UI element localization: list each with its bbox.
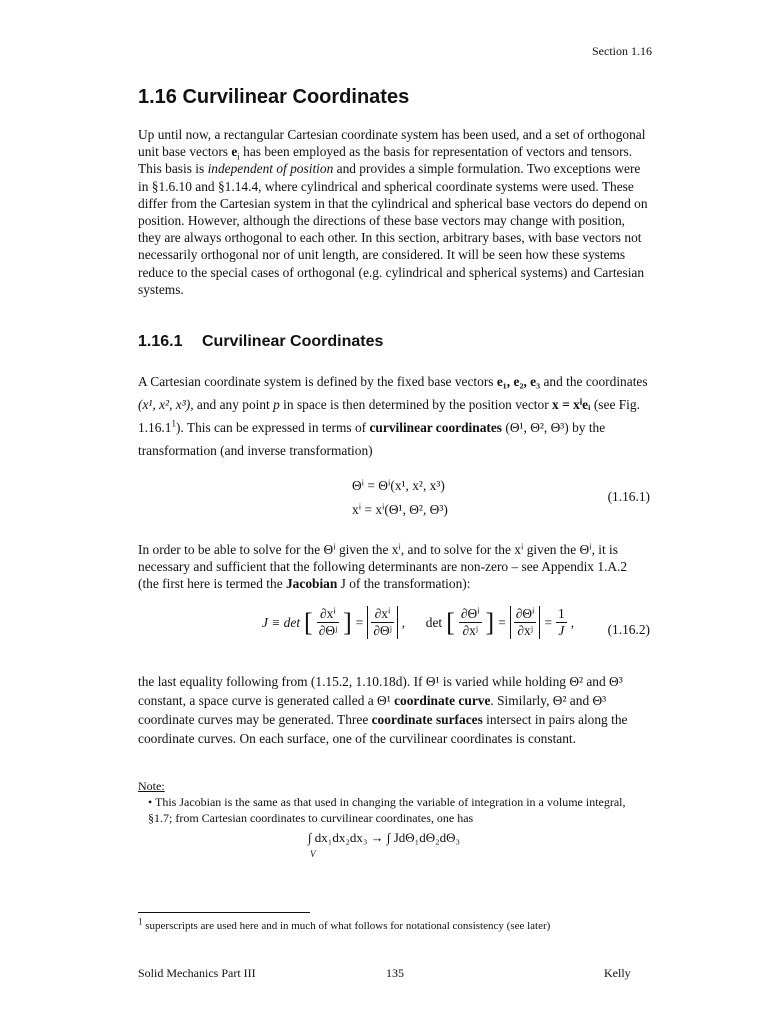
p2-text-4: in space is then determined by the position vector [279, 397, 553, 412]
eq2-frac-3 [459, 606, 482, 639]
eq2-d2: ∂Θʲ [373, 623, 392, 638]
p4-bold-curve: coordinate curve [394, 693, 491, 708]
page-number: 135 [386, 966, 404, 980]
eq2-equals-1: = [355, 614, 364, 630]
eq2-n1: ∂xⁱ [317, 606, 339, 623]
p3-text-1: In order to be able to solve for the Θⁱ given the xⁱ, and to solve for the xⁱ given the Θⁱ, it is necessary and sufficient that the following determinants are non-zero – see Appendix 1.A.2 (the first here is termed the [138, 542, 628, 592]
p3-text-2: J of the transformation): [337, 576, 471, 592]
p4-text-1: the last equality following from (1.15.2, 1.10.18d). If Θ¹ is varied while holding Θ² and Θ³ constant, a space curve is generated called a Θ¹ [138, 674, 623, 708]
para-cartesian [138, 370, 650, 462]
eq2-equals-2: = [498, 614, 506, 630]
footer-author: Kelly [604, 966, 631, 980]
eq2-n3: ∂Θⁱ [460, 606, 480, 621]
p2-text-5: (see Fig. 1.16.1 [138, 397, 640, 435]
footer-left: Solid Mechanics Part III [138, 966, 256, 980]
footnote [138, 916, 551, 932]
equation-2-number: (1.16.2) [607, 622, 650, 637]
p4-text-3: intersect in pairs along the coordinate curves. On each surface, one of the curvilinear coordinates is constant. [138, 712, 628, 746]
eq2-bracket-open-2: [ [446, 607, 455, 637]
p4-text-2: . Similarly, Θ² and Θ³ coordinate curves may be generated. Three [138, 693, 607, 727]
equation-1-number: (1.16.1) [607, 489, 650, 504]
eq2-n4: ∂Θⁱ [515, 606, 535, 621]
intro-paragraph [138, 126, 650, 298]
p2-text-6: ). This can be expressed in terms of [175, 420, 370, 435]
eq2-abs-1 [367, 606, 397, 639]
section-header: Section 1.16 [592, 44, 652, 58]
note-integral-domain: V [310, 849, 316, 859]
eq2-frac-1 [317, 606, 339, 639]
intro-text-1: Up until now, a rectangular Cartesian coordinate system has been used, and a set of orthogonal unit base vectors [138, 127, 646, 160]
p4-bold-surfaces: coordinate surfaces [371, 712, 483, 727]
p2-text-2: and the coordinates [540, 374, 648, 389]
equation-1-line-2: xⁱ = xⁱ(Θ¹, Θ², Θ³) [352, 502, 448, 517]
eq2-bracket-close-2: ] [485, 607, 495, 637]
ei-vector: e [231, 144, 238, 160]
footnote-text: superscripts are used here and in much of what follows for notational consistency (see later) [142, 920, 551, 932]
para-coordinate-curves [138, 672, 650, 748]
p2-footnote-mark: 1 [171, 418, 176, 429]
p2-point: p [273, 397, 280, 412]
eq2-d5: J [558, 623, 565, 638]
subsection-heading [138, 333, 383, 351]
subsection-title: Curvilinear Coordinates [202, 333, 384, 350]
eq2-equals-3: = [544, 614, 552, 630]
p3-bold-jacobian: Jacobian [285, 576, 338, 592]
eq2-bracket-close-1: ] [343, 607, 352, 637]
note-item: • This Jacobian is the same as that used in changing the variable of integration in a volume integral, §1.7; from Cartesian coordinates to curvilinear coordinates, one has [148, 794, 638, 826]
p2-text-1: A Cartesian coordinate system is defined by the fixed base vectors [138, 374, 497, 389]
eq2-bracket-open-1: [ [304, 607, 313, 637]
eq2-trailing-comma: , [570, 614, 575, 630]
note-label: Note: [138, 779, 165, 793]
eq2-d4: ∂xʲ [517, 623, 533, 638]
p2-bold-term: curvilinear coordinates [369, 420, 503, 435]
eq2-d3: ∂xʲ [462, 623, 478, 638]
eq2-det2: det [425, 614, 443, 630]
intro-text-2: has been employed as the basis for representation of vectors and tensors. This basis is [138, 144, 633, 177]
eq2-frac-5 [556, 606, 567, 639]
equation-2 [262, 606, 574, 639]
para-jacobian [138, 541, 650, 593]
eq2-n2: ∂xⁱ [371, 606, 393, 623]
p2-coords: (x¹, x², x³) [138, 397, 191, 412]
eq2-n5: 1 [558, 606, 565, 621]
equation-1-line-1: Θⁱ = Θⁱ(x¹, x², x³) [352, 478, 445, 493]
note-integral: ∫ dx₁dx₂dx₃ → ∫ JdΘ₁dΘ₂dΘ₃ [308, 830, 461, 845]
p2-text-3: , and any point [190, 397, 274, 412]
p2-base-vectors: e₁, e₂, e₃ [496, 374, 541, 389]
footnote-rule [138, 912, 310, 913]
eq2-comma: , [401, 614, 422, 630]
eq2-j-det: J ≡ det [262, 614, 301, 630]
note-block [138, 778, 638, 862]
p2-position-vector: x = xⁱeᵢ [552, 397, 591, 412]
intro-italic: independent of position [207, 161, 334, 177]
ei-sub: i [237, 151, 240, 162]
p2-text-7: (Θ¹, Θ², Θ³) by the transformation (and inverse transformation) [138, 420, 606, 458]
eq2-d1: ∂Θʲ [318, 623, 338, 638]
eq2-abs-2 [510, 606, 541, 639]
subsection-number: 1.16.1 [138, 333, 183, 350]
footnote-mark: 1 [138, 916, 143, 927]
intro-text-3: and provides a simple formulation. Two exceptions were in §1.6.10 and §1.14.4, where cylindrical and spherical coordinate systems were used. These differ from the Cartesian system in that the cylindrical and spherical base vectors do depend on position. However, although the directions of these base vectors may change with position, they are always orthogonal to each other. In this section, arbitrary bases, with base vectors not necessarily orthogonal nor of unit length, are considered. It will be seen how these systems reduce to the special cases of orthogonal (e.g. cylindrical and spherical systems) and Cartesian systems. [138, 161, 648, 297]
note-list [138, 794, 638, 826]
page-title: 1.16 Curvilinear Coordinates [138, 86, 410, 108]
